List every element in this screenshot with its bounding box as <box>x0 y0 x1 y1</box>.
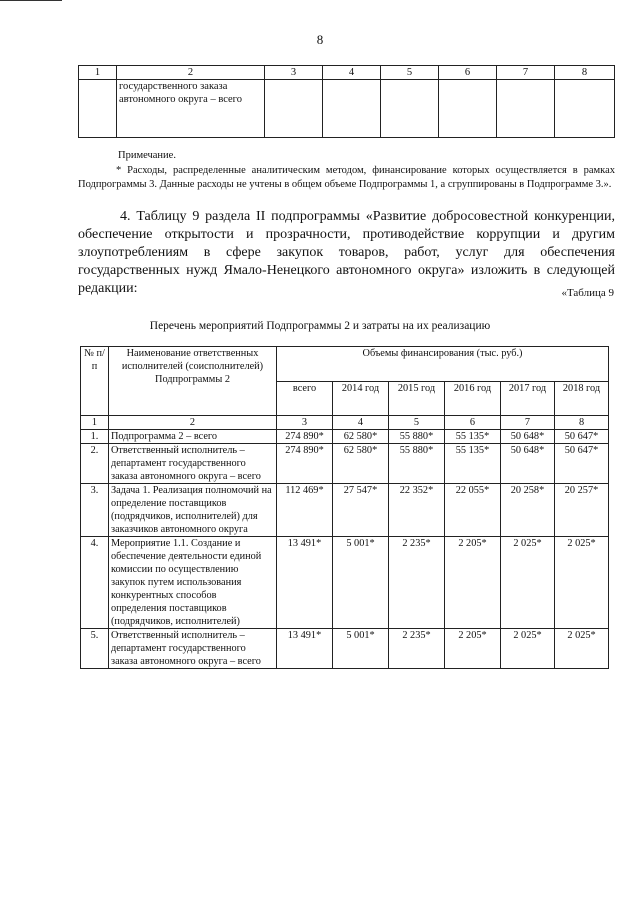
value-cell: 55 880* <box>389 430 445 444</box>
number-cell: 4 <box>333 416 389 430</box>
table-row <box>81 537 609 629</box>
table-row <box>81 430 609 444</box>
row-name: Ответственный исполнитель – департамент государственного заказа автономного округа – всего <box>109 444 277 484</box>
header-cell: 3 <box>265 66 323 80</box>
row-name: Мероприятие 1.1. Создание и обеспечение деятельности единой комиссии по осуществлению закупок путем использования конкурентных способов определения поставщиков (подрядчиков, исполнителей) <box>109 537 277 629</box>
value-cell: 112 469* <box>277 484 333 537</box>
value-cell: 13 491* <box>277 537 333 629</box>
value-cell: 50 647* <box>555 430 609 444</box>
number-cell: 7 <box>501 416 555 430</box>
col-year-header: 2016 год <box>445 381 501 416</box>
table-cell <box>439 80 497 138</box>
table-row <box>81 484 609 537</box>
value-cell: 13 491* <box>277 629 333 669</box>
col-total-header: всего <box>277 381 333 416</box>
number-cell: 6 <box>445 416 501 430</box>
value-cell: 2 235* <box>389 629 445 669</box>
header-cell: 4 <box>323 66 381 80</box>
table-row <box>79 80 615 138</box>
header-cell: 6 <box>439 66 497 80</box>
row-name: Ответственный исполнитель – департамент государственного заказа автономного округа – всего <box>109 629 277 669</box>
col-year-header: 2018 год <box>555 381 609 416</box>
table-cell <box>323 80 381 138</box>
col-number-header: № п/п <box>81 347 109 416</box>
value-cell: 27 547* <box>333 484 389 537</box>
value-cell: 50 648* <box>501 444 555 484</box>
value-cell: 20 258* <box>501 484 555 537</box>
table-row <box>81 444 609 484</box>
value-cell: 55 135* <box>445 430 501 444</box>
value-cell: 20 257* <box>555 484 609 537</box>
header-cell: 7 <box>497 66 555 80</box>
number-cell: 2 <box>109 416 277 430</box>
table-cell <box>381 80 439 138</box>
top-rule <box>0 0 62 1</box>
col-year-header: 2014 год <box>333 381 389 416</box>
row-name: Задача 1. Реализация полномочий на определение поставщиков (подрядчиков, исполнителей) для заказчиков автономного округа <box>109 484 277 537</box>
page-number: 8 <box>316 32 324 47</box>
col-year-header: 2017 год <box>501 381 555 416</box>
header-cell: 1 <box>79 66 117 80</box>
row-number: 2. <box>81 444 109 484</box>
table-header-row <box>79 66 615 80</box>
row-number: 4. <box>81 537 109 629</box>
col-finance-header: Объемы финансирования (тыс. руб.) <box>277 347 609 382</box>
value-cell: 2 025* <box>555 537 609 629</box>
amendment-paragraph: 4. Таблицу 9 раздела II подпрограммы «Развитие добросовестной конкуренции, обеспечение открытости и прозрачности, противодействие коррупции и другим злоупотреблениям в сфере закупок товаров, работ, услуг для обеспечения государственных нужд Ямало-Ненецкого автономного округа» изложить в следующей редакции: <box>78 209 615 296</box>
note-text: * Расходы, распределенные аналитическим методом, финансирование которых осуществляется в рамках Подпрограммы 3. Данные расходы не учтены в общем объеме Подпрограммы 1, а сгруппированы в Подпрограмме 3.». <box>78 165 615 190</box>
col-name-header: Наименование ответственных исполнителей (соисполнителей) Подпрограммы 2 <box>109 347 277 416</box>
value-cell: 5 001* <box>333 537 389 629</box>
table-label: «Таблица 9 <box>561 287 614 299</box>
value-cell: 22 352* <box>389 484 445 537</box>
table-cell <box>555 80 615 138</box>
table-cell <box>79 80 117 138</box>
value-cell: 274 890* <box>277 430 333 444</box>
row-name: государственного заказа автономного округа – всего <box>117 80 265 138</box>
value-cell: 50 648* <box>501 430 555 444</box>
row-number: 1. <box>81 430 109 444</box>
table-row <box>81 629 609 669</box>
row-name: Подпрограмма 2 – всего <box>109 430 277 444</box>
col-year-header: 2015 год <box>389 381 445 416</box>
number-cell: 1 <box>81 416 109 430</box>
value-cell: 2 025* <box>501 629 555 669</box>
table-caption: Перечень мероприятий Подпрограммы 2 и затраты на их реализацию <box>149 320 491 332</box>
row-number: 3. <box>81 484 109 537</box>
table-header-row <box>81 347 609 382</box>
value-cell: 55 135* <box>445 444 501 484</box>
value-cell: 2 025* <box>555 629 609 669</box>
number-cell: 3 <box>277 416 333 430</box>
numbering-row <box>81 416 609 430</box>
table-cell <box>497 80 555 138</box>
header-cell: 2 <box>117 66 265 80</box>
note-title: Примечание. <box>118 150 176 161</box>
header-cell: 8 <box>555 66 615 80</box>
value-cell: 55 880* <box>389 444 445 484</box>
header-cell: 5 <box>381 66 439 80</box>
value-cell: 2 235* <box>389 537 445 629</box>
row-number: 5. <box>81 629 109 669</box>
table-cell <box>265 80 323 138</box>
value-cell: 274 890* <box>277 444 333 484</box>
value-cell: 2 025* <box>501 537 555 629</box>
number-cell: 8 <box>555 416 609 430</box>
value-cell: 62 580* <box>333 430 389 444</box>
value-cell: 22 055* <box>445 484 501 537</box>
number-cell: 5 <box>389 416 445 430</box>
value-cell: 50 647* <box>555 444 609 484</box>
value-cell: 2 205* <box>445 537 501 629</box>
value-cell: 5 001* <box>333 629 389 669</box>
value-cell: 62 580* <box>333 444 389 484</box>
finance-table <box>80 346 609 669</box>
value-cell: 2 205* <box>445 629 501 669</box>
continued-table <box>78 65 615 138</box>
